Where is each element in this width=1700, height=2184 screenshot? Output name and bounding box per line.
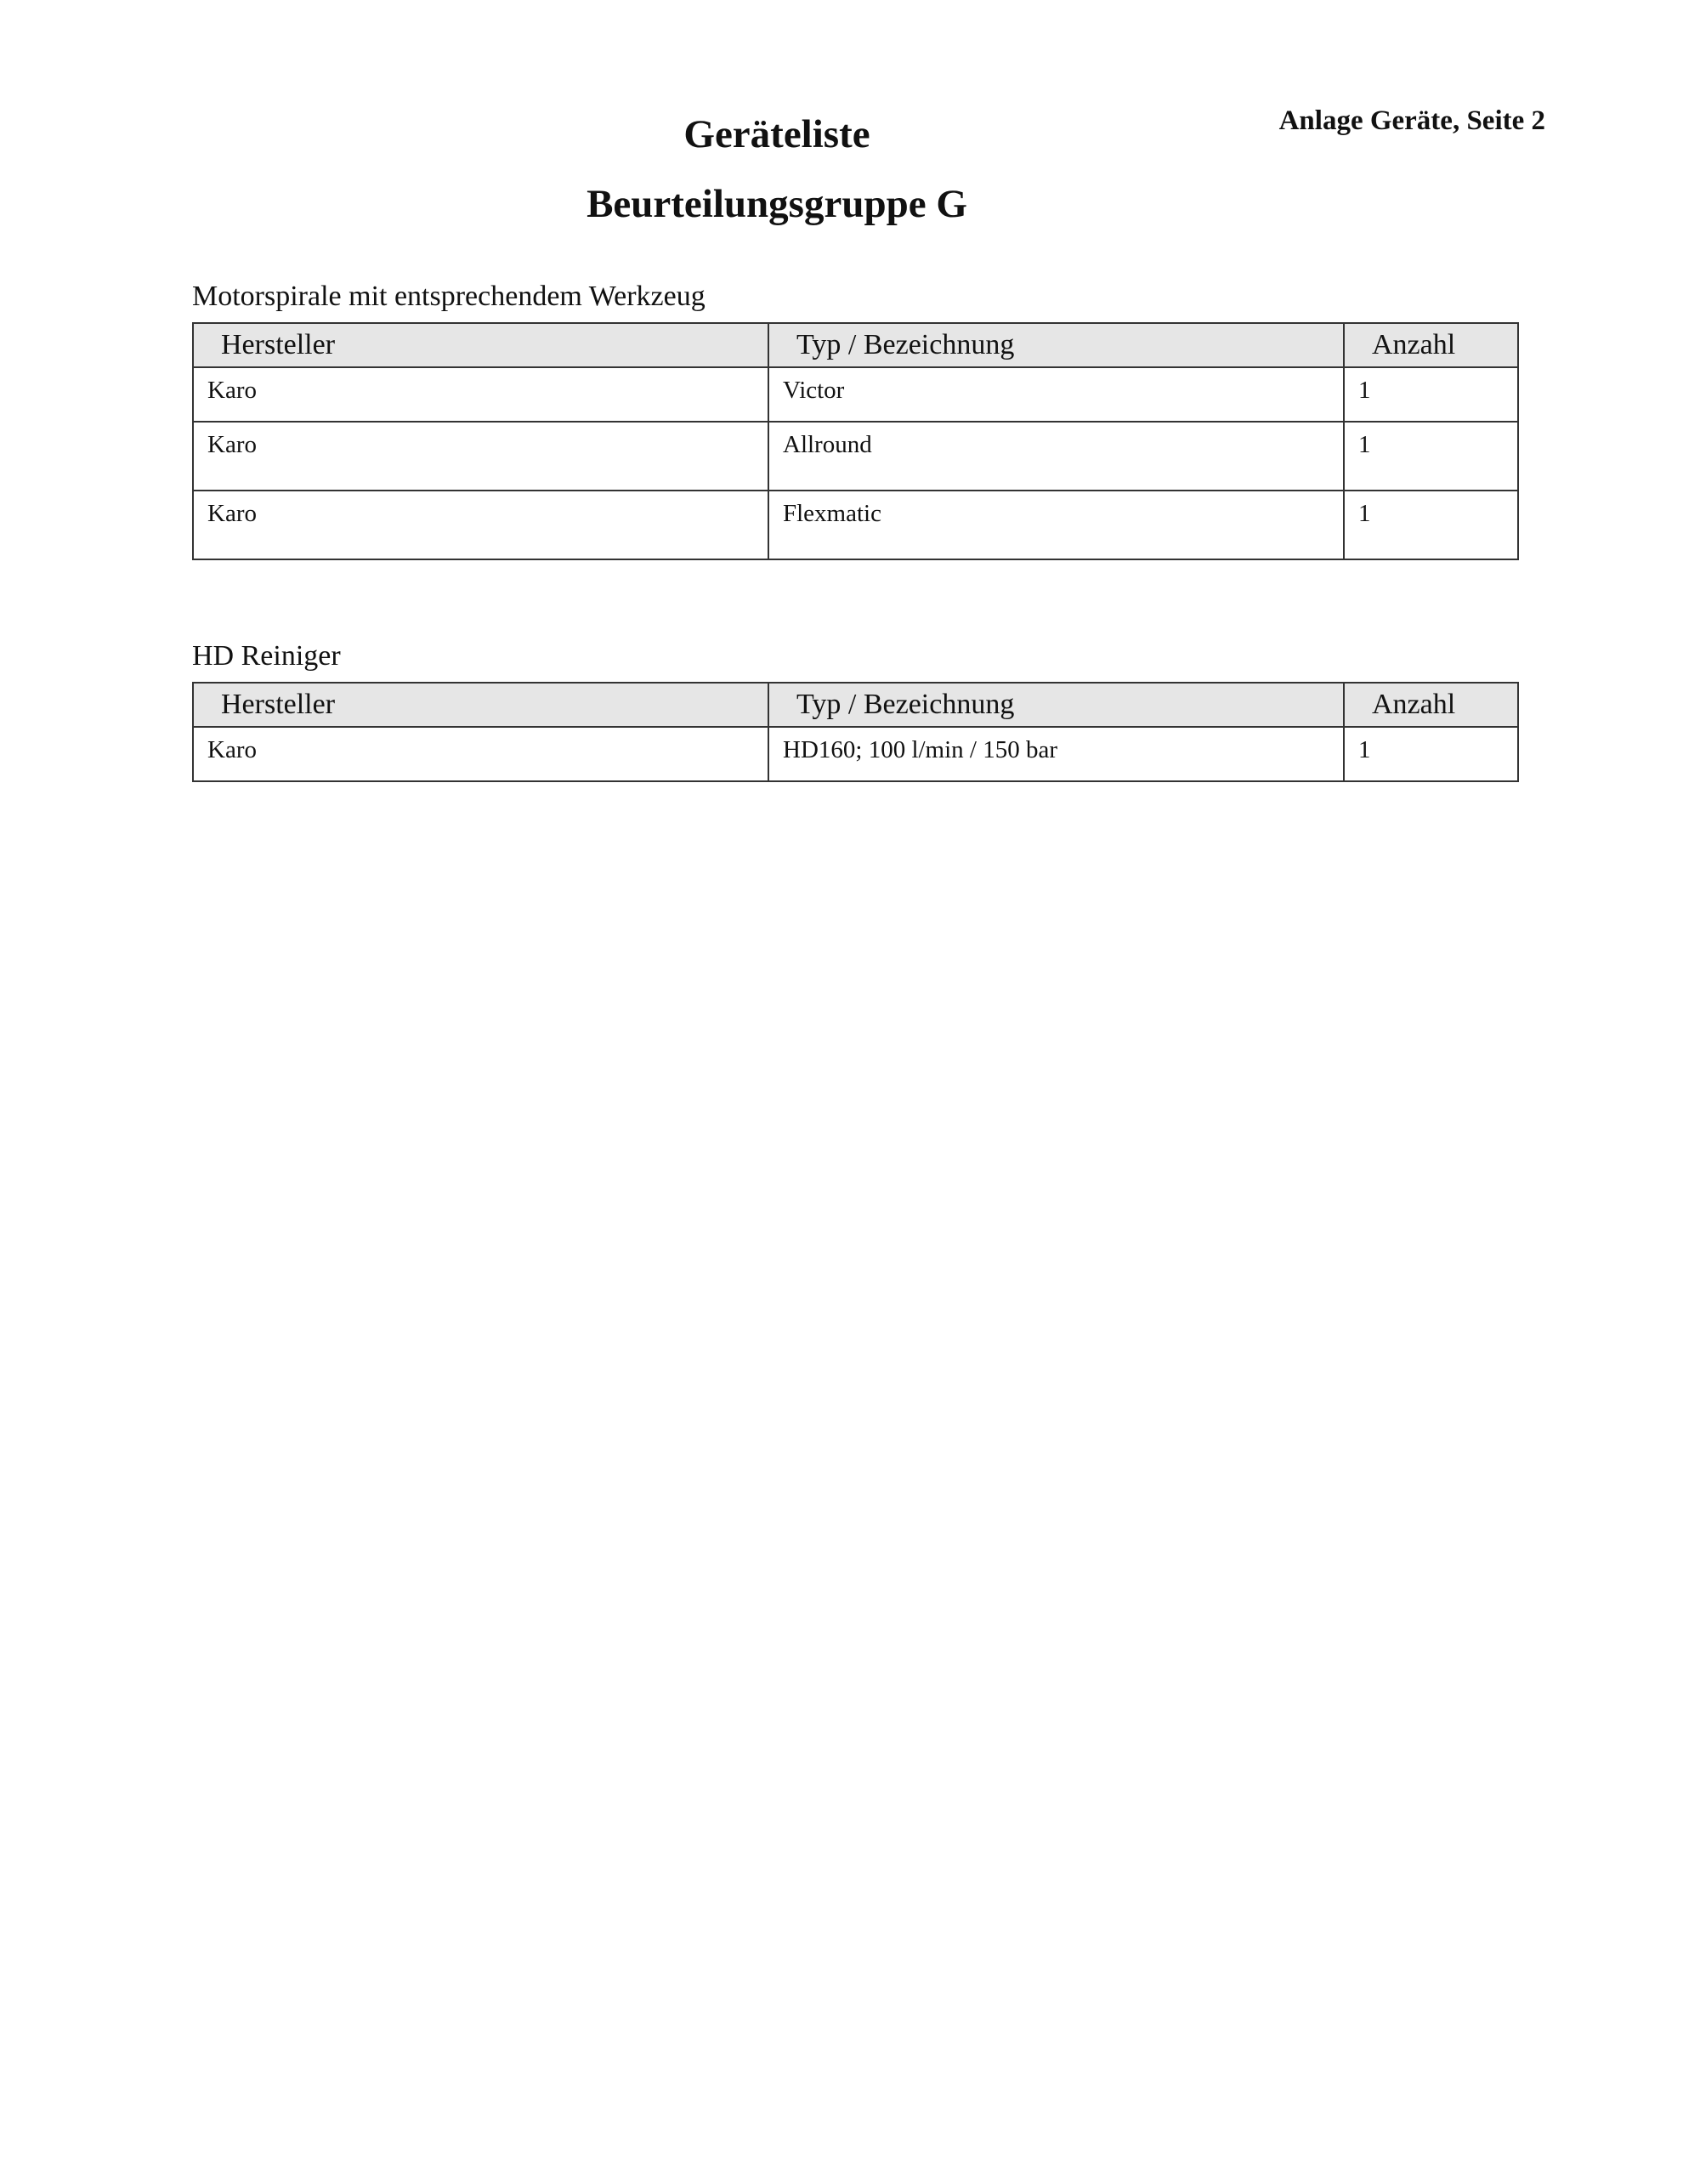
cell-anzahl: 1 bbox=[1344, 367, 1518, 422]
cell-typ: Victor bbox=[768, 367, 1344, 422]
cell-hersteller: Karo bbox=[193, 422, 768, 491]
section-title: Motorspirale mit entsprechendem Werkzeug bbox=[192, 281, 706, 312]
page-reference: Anlage Geräte, Seite 2 bbox=[1278, 105, 1545, 136]
table-row bbox=[193, 422, 1518, 491]
column-header-hersteller: Hersteller bbox=[193, 683, 768, 727]
equipment-table bbox=[192, 682, 1519, 782]
cell-hersteller: Karo bbox=[193, 367, 768, 422]
cell-typ: Flexmatic bbox=[768, 491, 1344, 559]
cell-anzahl: 1 bbox=[1344, 727, 1518, 781]
cell-typ: HD160; 100 l/min / 150 bar bbox=[768, 727, 1344, 781]
column-header-typ: Typ / Bezeichnung bbox=[768, 323, 1344, 367]
section-hd-reiniger bbox=[192, 638, 1517, 782]
table-row bbox=[193, 367, 1518, 422]
document-title: Geräteliste bbox=[683, 112, 870, 156]
column-header-anzahl: Anzahl bbox=[1344, 683, 1518, 727]
cell-anzahl: 1 bbox=[1344, 422, 1518, 491]
column-header-anzahl: Anzahl bbox=[1344, 323, 1518, 367]
equipment-table bbox=[192, 322, 1519, 560]
cell-anzahl: 1 bbox=[1344, 491, 1518, 559]
cell-typ: Allround bbox=[768, 422, 1344, 491]
table-header-row bbox=[193, 323, 1518, 367]
section-title: HD Reiniger bbox=[192, 640, 341, 672]
table-row bbox=[193, 727, 1518, 781]
cell-hersteller: Karo bbox=[193, 491, 768, 559]
table-row bbox=[193, 491, 1518, 559]
cell-hersteller: Karo bbox=[193, 727, 768, 781]
table-header-row bbox=[193, 683, 1518, 727]
column-header-typ: Typ / Bezeichnung bbox=[768, 683, 1344, 727]
section-motorspirale bbox=[192, 278, 1517, 560]
column-header-hersteller: Hersteller bbox=[193, 323, 768, 367]
document-subtitle: Beurteilungsgruppe G bbox=[586, 182, 967, 226]
